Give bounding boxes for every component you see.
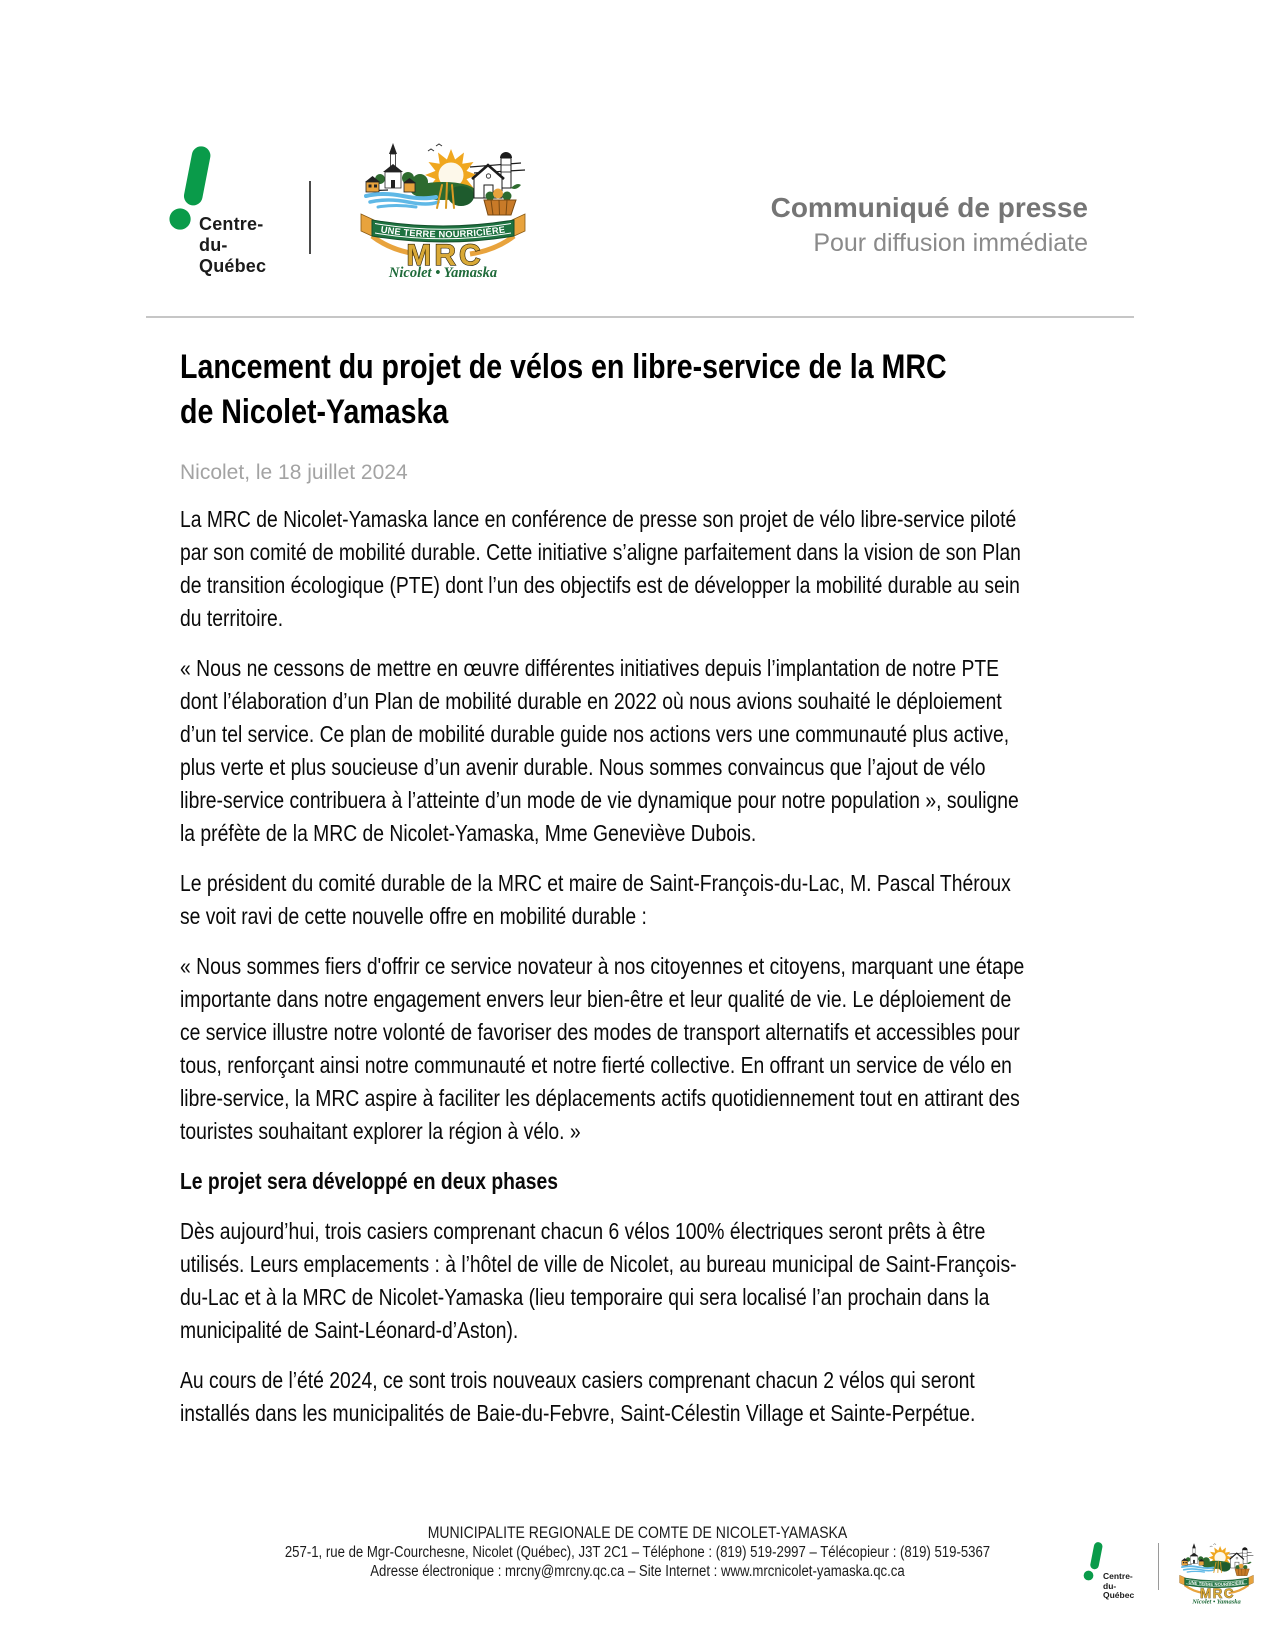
footer-organization-name: MUNICIPALITE REGIONALE DE COMTE DE NICOLET-YAMASKA [427,1524,848,1542]
footer-contact-line: Adresse électronique : mrcny@mrcny.qc.ca – Site Internet : www.mrcnicolet-yamaska.qc.ca [370,1563,905,1580]
cdq-wordmark-line: du- [199,235,228,255]
article-title-line: de Nicolet-Yamaska [180,393,449,431]
header-vertical-divider [309,181,311,254]
press-release-header-block [771,189,1088,260]
diffusion-label: Pour diffusion immédiate [813,229,1088,257]
body-paragraph: « Nous sommes fiers d'offrir ce service novateur à nos citoyennes et citoyens, marquant une étape importante dans notre engagement envers leur bien-être et leur qualité de vie. Le déploiement de ce service illustre notre volonté de favoriser des modes de transport alternatifs et accessibles pour tous, renforçant ainsi notre communauté et notre fierté collective. En offrant un service de vélo en libre-service, la MRC aspire à faciliter les déplacements actifs quotidiennement tout en attirant des touristes souhaitant explorer la région à vélo. » [180,953,1025,1144]
body-paragraph: Le président du comité durable de la MRC et maire de Saint-François-du-Lac, M. Pascal Théroux se voit ravi de cette nouvelle offre en mobilité durable : [180,870,1011,929]
header-horizontal-rule [146,316,1134,318]
body-paragraph: La MRC de Nicolet-Yamaska lance en conférence de presse son projet de vélo libre-service piloté par son comité de mobilité durable. Cette initiative s’aligne parfaitement dans la vision de son Plan de transition écologique (PTE) dont l’un des objectifs est de développer la mobilité durable au sein du territoire. [180,506,1021,631]
body-paragraph: Dès aujourd’hui, trois casiers comprenant chacun 6 vélos 100% électriques seront prêts à être utilisés. Leurs emplacements : à l’hôtel de ville de Nicolet, au bureau municipal de Saint-François-du-Lac et à la MRC de Nicolet-Yamaska (lieu temporaire qui sera localisé l’an prochain dans la municipalité de Saint-Léonard-d’Aston). [180,1218,1017,1343]
article-title [180,345,1030,435]
centre-du-quebec-wordmark [199,214,266,277]
cdq-wordmark-line: Québec [1103,1590,1135,1600]
footer-vertical-divider [1158,1543,1159,1590]
cdq-wordmark-line: Québec [199,256,267,276]
body-paragraph: Au cours de l’été 2024, ce sont trois nouveaux casiers comprenant chacun 2 vélos qui seront installés dans les municipalités de Baie-du-Febvre, Saint-Célestin Village et Sainte-Perpétue. [180,1367,976,1426]
mrc-nicolet-yamaska-logo-mini [1178,1541,1255,1604]
cdq-wordmark-line: Centre- [1103,1571,1133,1581]
body-paragraph: « Nous ne cessons de mettre en œuvre différentes initiatives depuis l’implantation de notre PTE dont l’élaboration d’un Plan de mobilité durable en 2022 où nous avions souhaité le déploiement d’un tel service. Ce plan de mobilité durable guide nos actions vers une communauté plus active, plus verte et plus soucieuse d’un avenir durable. Nous sommes convaincus que l’ajout de vélo libre-service contribuera à l’atteinte d’un mode de vie dynamique pour notre population », souligne la préfète de la MRC de Nicolet-Yamaska, Mme Geneviève Dubois. [180,655,1019,846]
cdq-wordmark-line: Centre- [199,214,264,234]
footer-address-line: 257-1, rue de Mgr-Courchesne, Nicolet (Québec), J3T 2C1 – Téléphone : (819) 519-2997 – Télécopieur : (819) 519-5367 [284,1544,991,1561]
article-body [180,340,1040,1447]
cdq-wordmark-line: du- [1103,1580,1117,1591]
dateline: Nicolet, le 18 juillet 2024 [180,461,408,484]
centre-du-quebec-wordmark-mini [1103,1572,1134,1601]
centre-du-quebec-exclamation-icon [1083,1542,1105,1581]
article-title-line: Lancement du projet de vélos en libre-service de la MRC [180,348,947,386]
mrc-nicolet-yamaska-logo [358,138,528,278]
section-subheading: Le projet sera développé en deux phases [180,1168,558,1194]
document-type-label: Communiqué de presse [770,192,1088,223]
